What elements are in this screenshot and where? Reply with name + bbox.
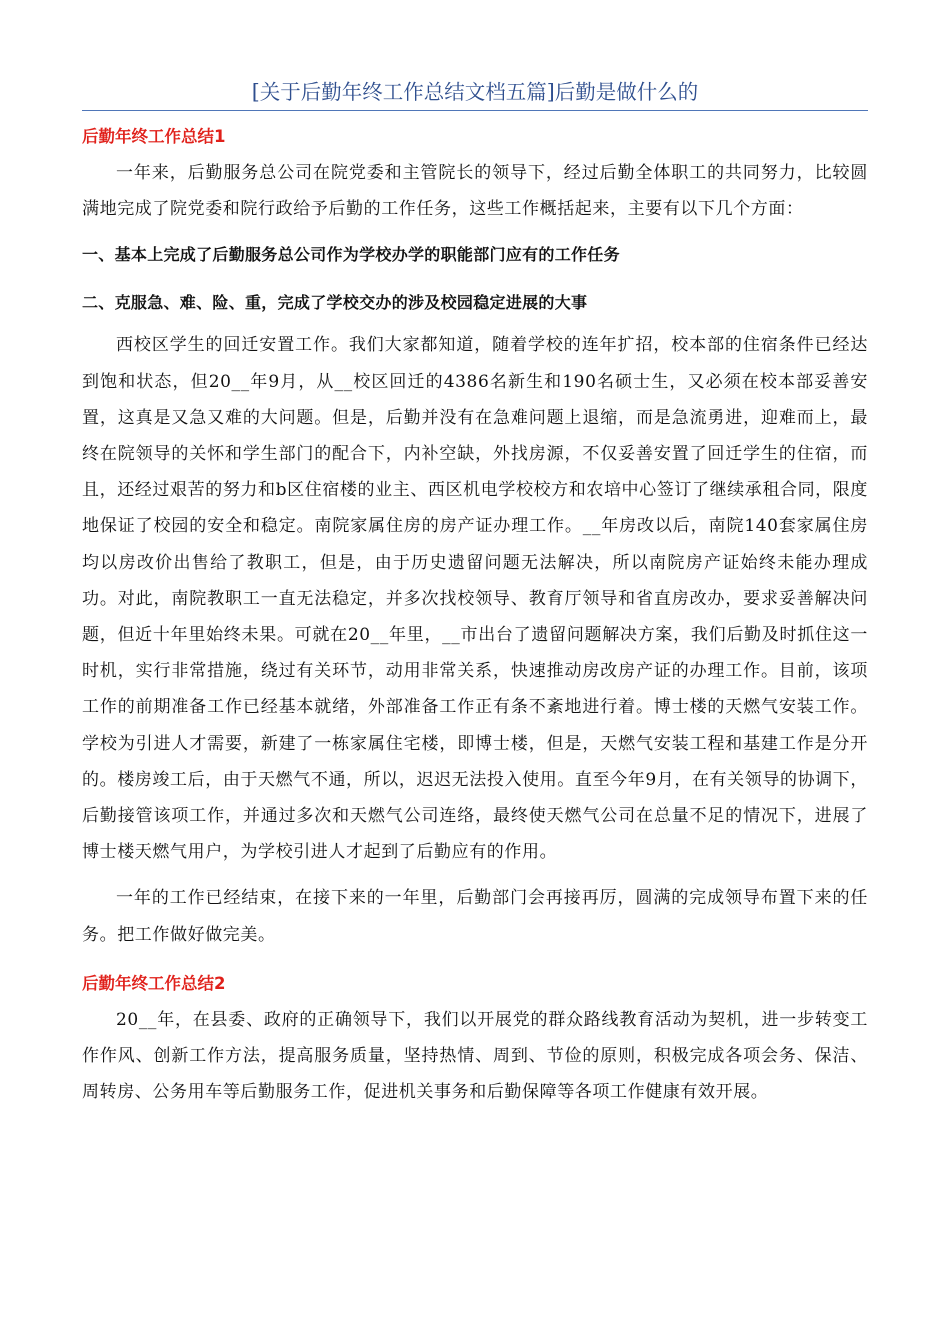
section-1-intro: 一年来，后勤服务总公司在院党委和主管院长的领导下，经过后勤全体职工的共同努力，比较圆满地完成了院党委和院行政给予后勤的工作任务，这些工作概括起来，主要有以下几个方面： (82, 163, 868, 220)
section-1-closing: 一年的工作已经结束，在接下来的一年里，后勤部门会再接再厉，圆满的完成领导布置下来的任务。把工作做好做完美。 (82, 888, 868, 945)
section-title-2: 后勤年终工作总结2 (82, 973, 226, 993)
section-title-1: 后勤年终工作总结1 (82, 127, 226, 146)
section-1-body: 西校区学生的回迁安置工作。我们大家都知道，随着学校的连年扩招，校本部的住宿条件已经达到饱和状态，但20__年9月，从__校区回迁的4386名新生和190名硕士生，又必须在校本部妥善安置，这真是又急又难的大问题。但是，后勤并没有在急难问题上退缩，而是急流勇进，迎难而上，最终在院领导的关怀和学生部门的配合下，内补空缺，外找房源，不仅妥善安置了回迁学生的住宿，而且，还经过艰苦的努力和b区住宿楼的业主、西区机电学校校方和农培中心签订了继续承租合同，限度地保证了校园的安全和稳定。南院家属住房的房产证办理工作。__年房改以后，南院140套家属住房均以房改价出售给了教职工，但是，由于历史遗留问题无法解决，所以南院房产证始终未能办理成功。对此，南院教职工一直无法稳定，并多次找校领导、教育厅领导和省直房改办，要求妥善解决问题，但近十年里始终未果。可就在20__年里，__市出台了遗留问题解决方案，我们后勤及时抓住这一时机，实行非常措施，绕过有关环节，动用非常关系，快速推动房改房产证的办理工作。目前，该项工作的前期准备工作已经基本就绪，外部准备工作正有条不紊地进行着。博士楼的天燃气安装工作。学校为引进人才需要，新建了一栋家属住宅楼，即博士楼，但是，天燃气安装工程和基建工作是分开的。楼房竣工后，由于天燃气不通，所以，迟迟无法投入使用。直至今年9月，在有关领导的协调下，后勤接管该项工作，并通过多次和天燃气公司连络，最终使天燃气公司在总量不足的情况下，进展了博士楼天燃气用户，为学校引进人才起到了后勤应有的作用。 (82, 335, 868, 863)
title-divider (82, 110, 868, 111)
section-1-heading-2: 二、克服急、难、险、重，完成了学校交办的涉及校园稳定进展的大事 (82, 293, 588, 313)
section-1-heading-1: 一、基本上完成了后勤服务总公司作为学校办学的职能部门应有的工作任务 (82, 245, 620, 265)
document-title: [关于后勤年终工作总结文档五篇]后勤是做什么的 (251, 80, 699, 104)
section-spacer (82, 953, 868, 965)
section-2-intro: 20__年，在县委、政府的正确领导下，我们以开展党的群众路线教育活动为契机，进一步转变工作作风、创新工作方法，提高服务质量，坚持热情、周到、节俭的原则，积极完成各项会务、保洁、周转房、公务用车等后勤服务工作，促进机关事务和后勤保障等各项工作健康有效开展。 (82, 1009, 868, 1103)
document-content (82, 118, 868, 1110)
